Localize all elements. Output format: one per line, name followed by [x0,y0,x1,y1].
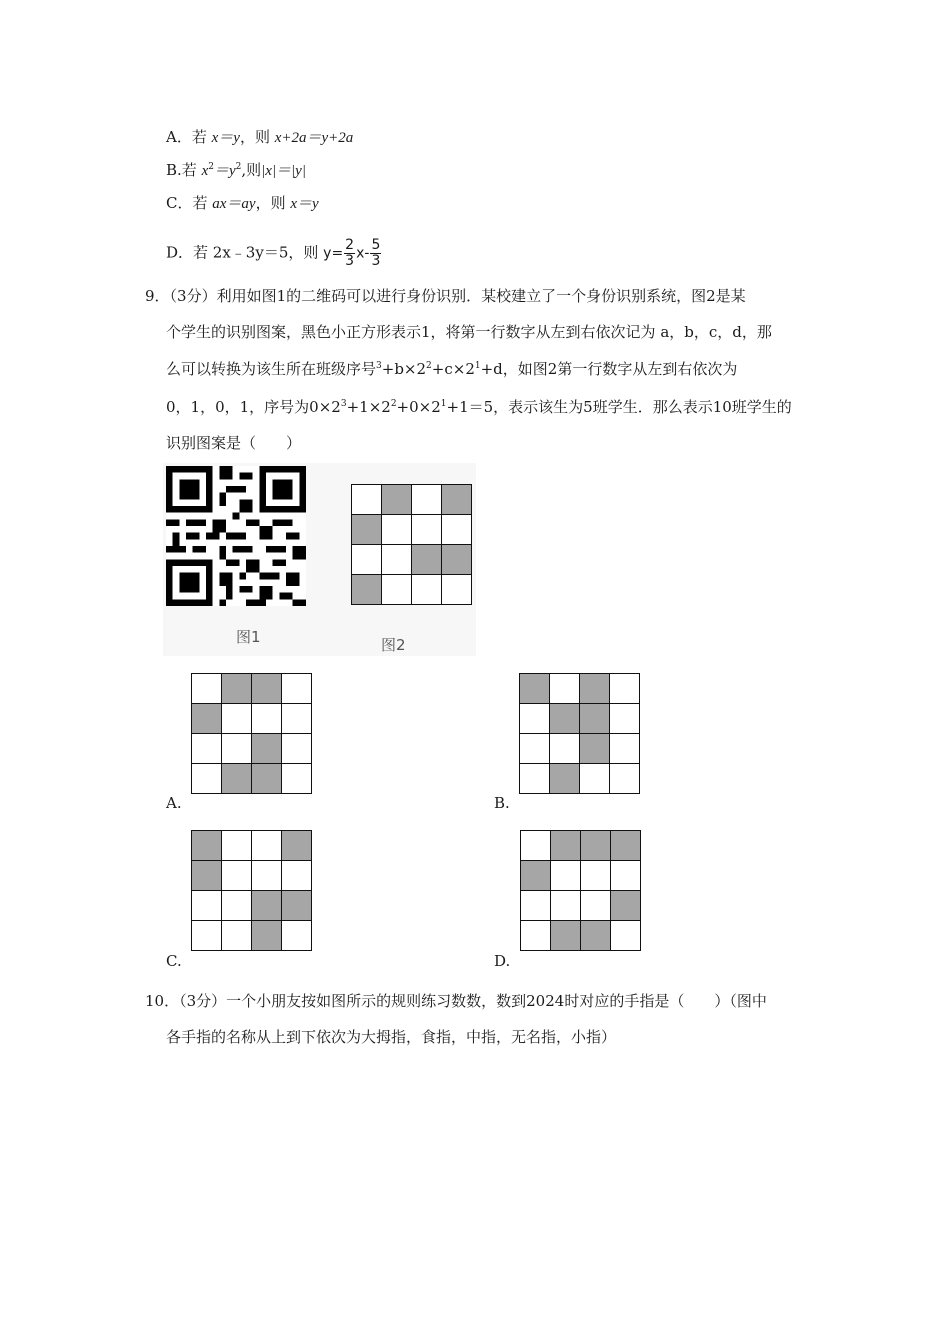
empty-cell [192,674,222,704]
filled-cell [551,831,581,861]
filled-cell [442,485,472,515]
empty-cell [252,861,282,891]
empty-cell [282,921,312,951]
empty-cell [282,674,312,704]
option-a-grid[interactable] [191,673,312,794]
empty-cell [222,704,252,734]
option-d-grid[interactable] [520,830,641,951]
filled-cell [252,921,282,951]
option-a-label[interactable]: A. [166,794,182,812]
empty-cell [581,891,611,921]
filled-cell [282,891,312,921]
option-d[interactable]: D．若 2x﹣3y＝5，则 y= $\frac{2}{3}$ x- $\frac{5}{3}$ [166,237,381,269]
empty-cell [352,485,382,515]
filled-cell [222,674,252,704]
empty-cell [192,891,222,921]
option-b[interactable]: B.若 $x^2=y^2$,则|x|＝|y| [166,161,306,179]
filled-cell [580,704,610,734]
q9-line3: 么可以转换为该生所在班级序号$^3+b\times 2^2+c\times 2^1+d$，如图2第一行数字从左到右依次为 [166,360,738,378]
q10-line2: 各手指的名称从上到下依次为大拇指，食指，中指，无名指，小指） [166,1028,617,1046]
empty-cell [442,515,472,545]
filled-cell [551,921,581,951]
filled-cell [352,515,382,545]
empty-cell [192,921,222,951]
filled-cell [550,704,580,734]
empty-cell [521,921,551,951]
empty-cell [252,831,282,861]
empty-cell [382,515,412,545]
filled-cell [282,831,312,861]
filled-cell [222,764,252,794]
empty-cell [382,575,412,605]
filled-cell [611,831,641,861]
empty-cell [610,674,640,704]
filled-cell [252,891,282,921]
filled-cell [520,674,550,704]
empty-cell [611,861,641,891]
option-c-label[interactable]: C. [166,952,182,970]
empty-cell [442,575,472,605]
filled-cell [580,734,610,764]
filled-cell [352,575,382,605]
empty-cell [222,861,252,891]
empty-cell [222,921,252,951]
q9-line5: 识别图案是（ ） [166,434,302,452]
empty-cell [551,891,581,921]
empty-cell [192,734,222,764]
empty-cell [611,921,641,951]
empty-cell [521,831,551,861]
filled-cell [412,545,442,575]
empty-cell [520,764,550,794]
filled-cell [192,831,222,861]
option-c[interactable]: C．若 ax＝ay，则 x＝y [166,194,319,212]
empty-cell [252,704,282,734]
filled-cell [252,734,282,764]
option-d-label[interactable]: D. [494,952,511,970]
qr-code-image [165,466,307,606]
filled-cell [581,831,611,861]
fraction-two-thirds: $\frac{2}{3}$ [345,237,355,269]
filled-cell [252,674,282,704]
figure2-grid [351,484,472,605]
empty-cell [352,545,382,575]
filled-cell [580,674,610,704]
filled-cell [442,545,472,575]
empty-cell [282,764,312,794]
empty-cell [282,704,312,734]
option-b-label[interactable]: B. [494,794,510,812]
empty-cell [520,704,550,734]
empty-cell [192,764,222,794]
q9-line4: 0，1，0，1，序号为$0\times 2^3+1\times 2^2+0\times 2^1+1=5$，表示该生为5班学生．那么表示10班学生的 [166,398,792,416]
option-b-grid[interactable] [519,673,640,794]
empty-cell [550,734,580,764]
filled-cell [252,764,282,794]
empty-cell [550,674,580,704]
figure2-caption: 图2 [381,636,406,654]
empty-cell [222,831,252,861]
option-c-grid[interactable] [191,830,312,951]
option-a[interactable]: A．若 x＝y，则 x+2a＝y+2a [166,128,354,146]
empty-cell [610,704,640,734]
empty-cell [282,734,312,764]
q10-line1: 10．（3分）一个小朋友按如图所示的规则练习数数，数到2024时对应的手指是（ ）（图中 [145,992,767,1010]
empty-cell [581,861,611,891]
filled-cell [550,764,580,794]
empty-cell [222,734,252,764]
empty-cell [412,575,442,605]
empty-cell [521,891,551,921]
q9-line1: 9．（3分）利用如图1的二维码可以进行身份识别．某校建立了一个身份识别系统，图2是某 [145,287,746,305]
filled-cell [521,861,551,891]
empty-cell [282,861,312,891]
filled-cell [192,704,222,734]
empty-cell [382,545,412,575]
empty-cell [580,764,610,794]
filled-cell [192,861,222,891]
empty-cell [222,891,252,921]
filled-cell [382,485,412,515]
q9-line2: 个学生的识别图案，黑色小正方形表示1，将第一行数字从左到右依次记为 a，b，c，d，那 [166,323,772,341]
filled-cell [581,921,611,951]
fraction-five-thirds: $\frac{5}{3}$ [371,237,381,269]
empty-cell [610,764,640,794]
empty-cell [412,485,442,515]
filled-cell [611,891,641,921]
empty-cell [610,734,640,764]
empty-cell [551,861,581,891]
empty-cell [412,515,442,545]
empty-cell [520,734,550,764]
figure1-caption: 图1 [236,628,261,646]
